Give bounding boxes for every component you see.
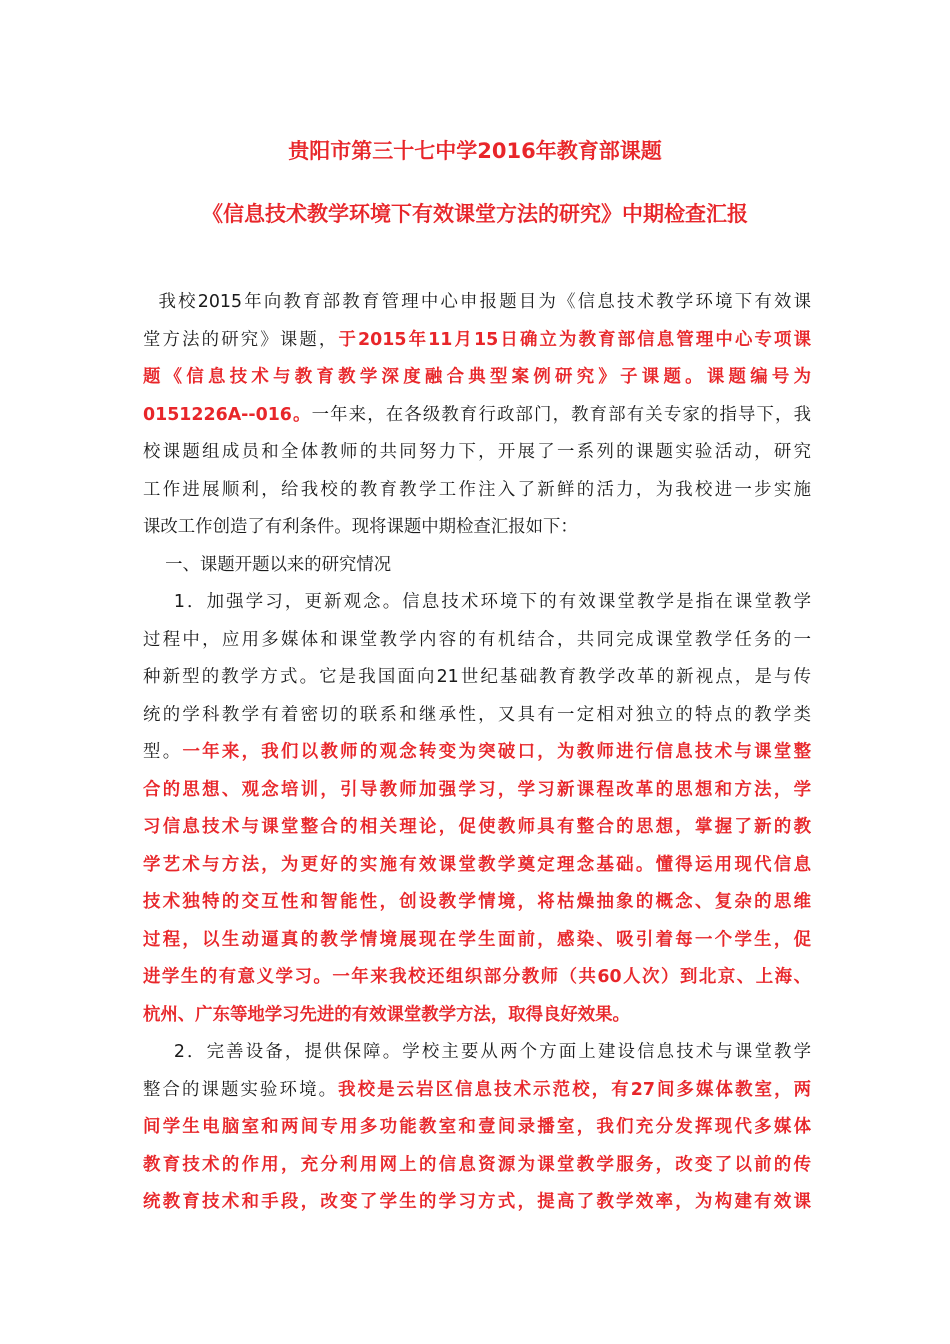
body-text-line: [143, 847, 811, 885]
body-text: 1．加强学习，更新观念。信息技术环境下的有效课堂教学是指在课堂教学: [143, 592, 811, 612]
body-text-line: [143, 284, 811, 322]
highlighted-text: 统教育技术和手段，改变了学生的学习方式，提高了教学效率，为构建有效课: [143, 1192, 811, 1212]
body-text-line: [143, 397, 811, 435]
body-text: 种新型的教学方式。它是我国面向21世纪基础教育教学改革的新视点，是与传: [143, 667, 811, 687]
highlighted-text: 我校是云岩区信息技术示范校，有27间多媒体教室，两: [338, 1079, 811, 1100]
body-text-line: [143, 659, 811, 697]
body-text-line: [143, 697, 811, 735]
body-text: 一年来，在各级教育行政部门，教育部有关专家的指导下，我: [311, 404, 811, 425]
body-text-line: [143, 359, 811, 397]
highlighted-text: 0151226A--016。: [143, 404, 312, 425]
body-text-line: [143, 322, 811, 360]
body-text-line: [143, 1034, 811, 1072]
body-text: 工作进展顺利，给我校的教育教学工作注入了新鲜的活力，为我校进一步实施: [143, 479, 811, 500]
body-text-line: [143, 997, 811, 1035]
body-text: 型。: [143, 742, 183, 762]
highlighted-text: 合的思想、观念培训，引导教师加强学习，学习新课程改革的思想和方法，学: [143, 779, 811, 800]
body-text-line: [143, 959, 811, 997]
body-text: 一、课题开题以来的研究情况: [143, 554, 392, 575]
body-text-line: [143, 622, 811, 660]
body-text-line: [143, 1109, 811, 1147]
body-text-line: [143, 434, 811, 472]
body-text-line: [143, 922, 811, 960]
document-body: [143, 284, 811, 1222]
body-text: 堂方法的研究》课题，: [143, 329, 339, 350]
highlighted-text: 教育技术的作用，充分利用网上的信息资源为课堂教学服务，改变了以前的传: [143, 1154, 811, 1175]
highlighted-text: 过程，以生动逼真的教学情境展现在学生面前，感染、吸引着每一个学生，促: [143, 929, 811, 950]
body-text-line: [143, 509, 811, 547]
body-text-line: [143, 547, 811, 585]
body-text: 校课题组成员和全体教师的共同努力下，开展了一系列的课题实验活动，研究: [143, 442, 811, 462]
body-text: 2．完善设备，提供保障。学校主要从两个方面上建设信息技术与课堂教学: [143, 1042, 811, 1062]
highlighted-text: 技术独特的交互性和智能性，创设教学情境，将枯燥抽象的概念、复杂的思维: [143, 892, 811, 912]
body-text-line: [143, 1184, 811, 1222]
body-text-line: [143, 884, 811, 922]
highlighted-text: 进学生的有意义学习。一年来我校还组织部分教师（共60人次）到北京、上海、: [143, 967, 811, 987]
body-text: 统的学科教学有着密切的联系和继承性，又具有一定相对独立的特点的教学类: [143, 704, 811, 725]
body-text-line: [143, 1147, 811, 1185]
body-text: 我校2015年向教育部教育管理中心申报题目为《信息技术教学环境下有效课: [143, 292, 811, 312]
highlighted-text: 间学生电脑室和两间专用多功能教室和壹间录播室，我们充分发挥现代多媒体: [143, 1117, 811, 1137]
highlighted-text: 题《信息技术与教育教学深度融合典型案例研究》子课题。课题编号为: [143, 367, 811, 387]
body-text-line: [143, 772, 811, 810]
body-text-line: [143, 734, 811, 772]
body-text-line: [143, 1072, 811, 1110]
body-text-line: [143, 584, 811, 622]
highlighted-text: 于2015年11月15日确立为教育部信息管理中心专项课: [338, 329, 811, 350]
highlighted-text: 习信息技术与课堂整合的相关理论，促使教师具有整合的思想，掌握了新的教: [143, 817, 811, 837]
body-text-line: [143, 472, 811, 510]
body-text-line: [143, 809, 811, 847]
highlighted-text: 学艺术与方法，为更好的实施有效课堂教学奠定理念基础。懂得运用现代信息: [143, 854, 811, 875]
document-title-line-2: 《信息技术教学环境下有效课堂方法的研究》中期检查汇报: [202, 202, 748, 226]
body-text: 整合的课题实验环境。: [143, 1079, 339, 1100]
document-title-line-1: 贵阳市第三十七中学2016年教育部课题: [288, 139, 662, 163]
body-text: 课改工作创造了有利条件。现将课题中期检查汇报如下：: [143, 517, 578, 537]
highlighted-text: 杭州、广东等地学习先进的有效课堂教学方法，取得良好效果。: [143, 1004, 630, 1025]
highlighted-text: 一年来，我们以教师的观念转变为突破口，为教师进行信息技术与课堂整: [182, 742, 811, 762]
body-text: 过程中，应用多媒体和课堂教学内容的有机结合，共同完成课堂教学任务的一: [143, 629, 811, 650]
